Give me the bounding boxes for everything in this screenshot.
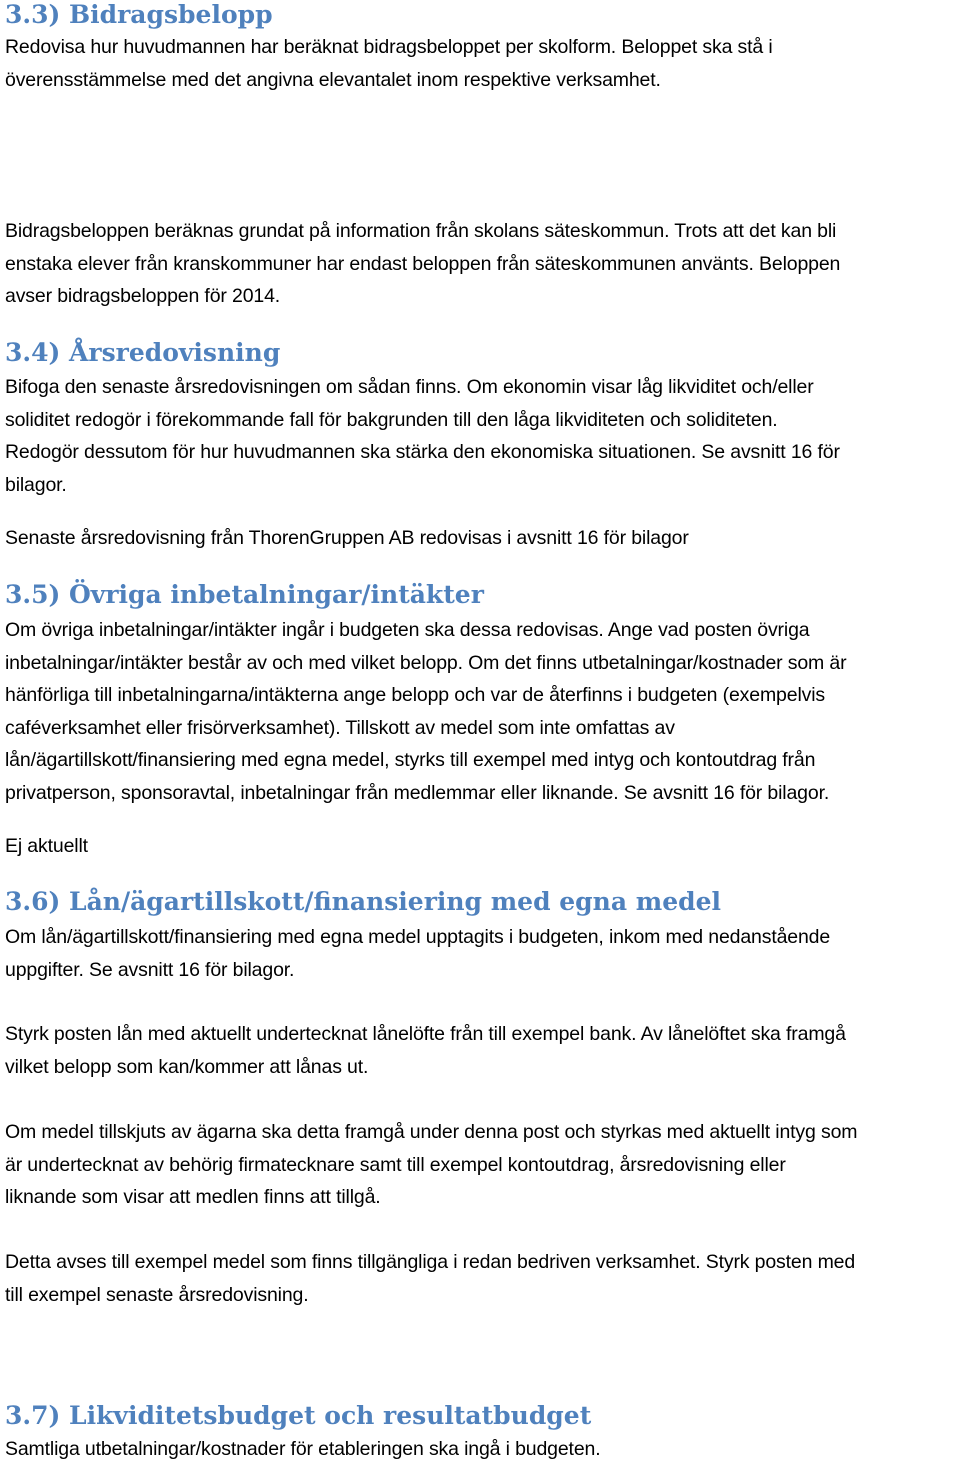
text-line: till exempel senaste årsredovisning. [5,1283,309,1306]
paragraph-lan-agare [5,1116,955,1214]
section-heading-ovriga-inbetalningar: 3.5) Övriga inbetalningar/intäkter [5,580,484,609]
paragraph-likviditetsbudget-instructions [5,1433,955,1466]
text-line: överensstämmelse med det angivna elevantalet inom respektive verksamhet. [5,68,661,91]
paragraph-lan-bedriven-verksamhet [5,1246,955,1311]
text-line: soliditet redogör i förekommande fall för bakgrunden till den låga likviditeten och soliditeten. [5,408,778,431]
text-line: Om lån/ägartillskott/finansiering med egna medel upptagits i budgeten, inkom med nedanstående [5,926,831,948]
text-line: caféverksamhet eller frisörverksamhet). Tillskott av medel som inte omfattas av [5,716,675,739]
text-line: enstaka elever från kranskommuner har endast beloppen från säteskommunen använts. Beloppen [5,252,841,275]
section-heading-likviditetsbudget: 3.7) Likviditetsbudget och resultatbudget [5,1401,592,1430]
section-heading-arsredovisning: 3.4) Årsredovisning [5,338,281,367]
paragraph-ovriga-inbetalningar-answer [5,830,955,863]
text-line: Redovisa hur huvudmannen har beräknat bidragsbeloppet per skolform. Beloppet ska stå i [5,36,773,58]
text-line: uppgifter. Se avsnitt 16 för bilagor. [5,958,295,981]
text-line: Styrk posten lån med aktuellt undertecknat lånelöfte från till exempel bank. Av lånelöftet ska framgå [5,1023,846,1045]
text-line: hänförliga till inbetalningarna/intäkterna ange belopp och var de återfinns i budgeten (exempelvis [5,684,826,706]
paragraph-lan-lanelofte [5,1018,955,1083]
paragraph-ovriga-inbetalningar-instructions [5,614,955,809]
paragraph-bidragsbelopp-instructions [5,31,955,96]
text-line: Bidragsbeloppen beräknas grundat på information från skolans säteskommun. Trots att det kan bli [5,220,837,242]
text-line: lån/ägartillskott/finansiering med egna medel, styrks till exempel med intyg och kontoutdrag från [5,749,816,771]
text-line: liknande som visar att medlen finns att tillgå. [5,1186,381,1208]
section-heading-lan-agartillskott: 3.6) Lån/ägartillskott/finansiering med egna medel [5,887,721,916]
text-line: Samtliga utbetalningar/kostnader för etableringen ska ingå i budgeten. [5,1438,601,1460]
text-line: Senaste årsredovisning från ThorenGruppen AB redovisas i avsnitt 16 för bilagor [5,527,689,549]
text-line: Om övriga inbetalningar/intäkter ingår i budgeten ska dessa redovisas. Ange vad posten övriga [5,619,810,641]
text-line: Redogör dessutom för hur huvudmannen ska stärka den ekonomiska situationen. Se avsnitt 16 för [5,441,840,463]
text-line: avser bidragsbeloppen för 2014. [5,285,281,307]
text-line: inbetalningar/intäkter består av och med vilket belopp. Om det finns utbetalningar/kostnader som är [5,651,847,674]
text-line: Bifoga den senaste årsredovisningen om sådan finns. Om ekonomin visar låg likviditet och/eller [5,376,814,398]
paragraph-arsredovisning-instructions [5,371,955,501]
text-line: Detta avses till exempel medel som finns tillgängliga i redan bedriven verksamhet. Styrk posten med [5,1251,856,1273]
paragraph-lan-instructions [5,921,955,986]
text-line: vilket belopp som kan/kommer att lånas ut. [5,1055,369,1078]
text-line: Ej aktuellt [5,835,88,857]
text-line: är undertecknat av behörig firmatecknare samt till exempel kontoutdrag, årsredovisning eller [5,1153,786,1176]
paragraph-arsredovisning-answer [5,522,955,555]
text-line: Om medel tillskjuts av ägarna ska detta framgå under denna post och styrkas med aktuellt intyg som [5,1121,858,1143]
section-heading-bidragsbelopp: 3.3) Bidragsbelopp [5,0,273,29]
text-line: privatperson, sponsoravtal, inbetalningar från medlemmar eller liknande. Se avsnitt 16 för bilagor. [5,781,830,804]
text-line: bilagor. [5,473,67,496]
paragraph-bidragsbelopp-answer [5,215,955,313]
